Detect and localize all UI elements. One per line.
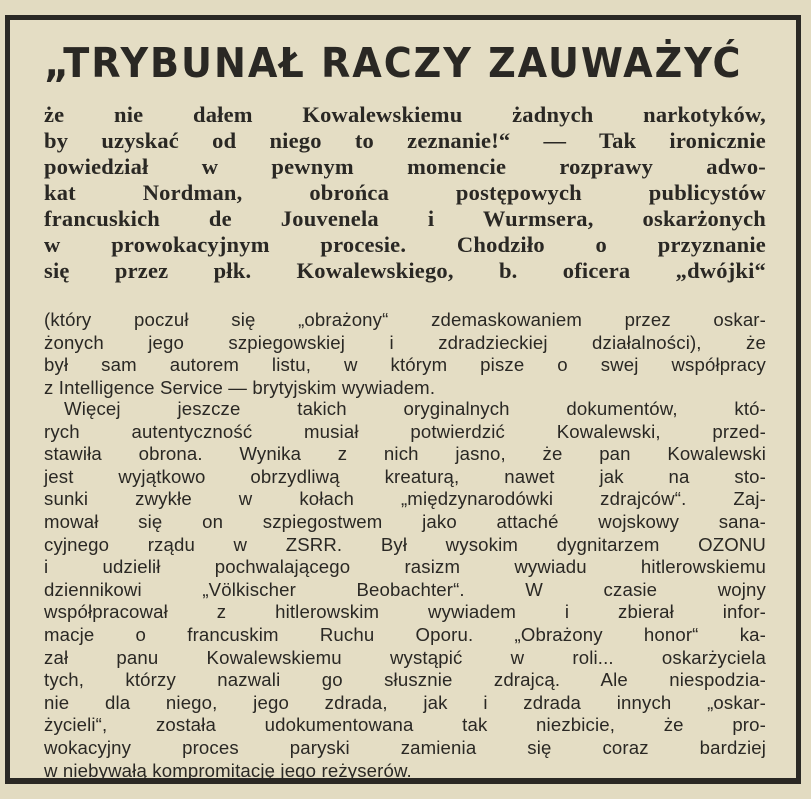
article-lead (44, 102, 766, 284)
body-line: Więcej jeszcze takich oryginalnych dokumentów, któ- (64, 398, 766, 419)
body-line: mował się on szpiegostwem jako attaché wojskowy sana- (44, 510, 766, 532)
body-line: cyjnego rządu w ZSRR. Był wysokim dygnitarzem OZONU (44, 533, 766, 555)
body-line: współpracował z hitlerowskim wywiadem i zbierał infor- (44, 601, 766, 623)
body-line: macje o francuskim Ruchu Oporu. „Obrażony honor“ ka- (44, 623, 766, 645)
body-line: zał panu Kowalewskiemu wystąpić w roli... oskarżyciela (44, 646, 766, 668)
lead-line: się przez płk. Kowalewskiego, b. oficera „dwójki“ (44, 258, 766, 283)
body-line: życieli“, została udokumentowana tak niezbicie, że pro- (44, 714, 766, 736)
body-line: tych, którzy nazwali go słusznie zdrajcą. Ale niespodzia- (44, 669, 766, 691)
body-line: wokacyjny proces paryski zamienia się coraz bardziej (44, 736, 766, 758)
body-line: rych autentyczność musiał potwierdzić Kowalewski, przed- (44, 420, 766, 442)
body-line: w niebywałą kompromitację jego reżyserów. (44, 759, 412, 781)
lead-line: francuskich de Jouvenela i Wurmsera, oskarżonych (44, 206, 766, 231)
lead-line: w prowokacyjnym procesie. Chodziło o przyznanie (44, 232, 766, 257)
lead-line: powiedział w pewnym momencie rozprawy adwo- (44, 154, 766, 179)
body-line: stawiła obrona. Wynika z nich jasno, że pan Kowalewski (44, 443, 766, 465)
body-line: jest wyjątkowo obrzydliwą kreaturą, nawet jak na sto- (44, 465, 766, 487)
lead-line: że nie dałem Kowalewskiemu żadnych narkotyków, (44, 102, 766, 127)
body-line: dziennikowi „Völkischer Beobachter“. W czasie wojny (44, 578, 766, 600)
body-line: nie dla niego, jego zdrada, jak i zdrada innych „oskar- (44, 691, 766, 713)
article-headline: „TRYBUNAŁ RACZY ZAUWAŻYĆ (44, 39, 743, 87)
article-paragraph-2 (44, 398, 766, 782)
lead-line: by uzyskać od niego to zeznanie!“ — Tak ironicznie (44, 128, 766, 153)
body-line: i udzielił pochwalającego rasizm wywiadu hitlerowskiemu (44, 556, 766, 578)
lead-line: kat Nordman, obrońca postępowych publicystów (44, 180, 766, 205)
body-line: był sam autorem listu, w którym pisze o swej współpracy (44, 354, 766, 376)
article-paragraph-1 (44, 309, 766, 399)
body-line: żonych jego szpiegowskiej i zdradzieckiej działalności), że (44, 331, 766, 353)
body-line: sunki zwykłe w kołach „międzynarodówki zdrajców“. Zaj- (44, 488, 766, 510)
body-line: (który poczuł się „obrażony“ zdemaskowaniem przez oskar- (44, 309, 766, 330)
body-line: z Intelligence Service — brytyjskim wywiadem. (44, 376, 436, 398)
